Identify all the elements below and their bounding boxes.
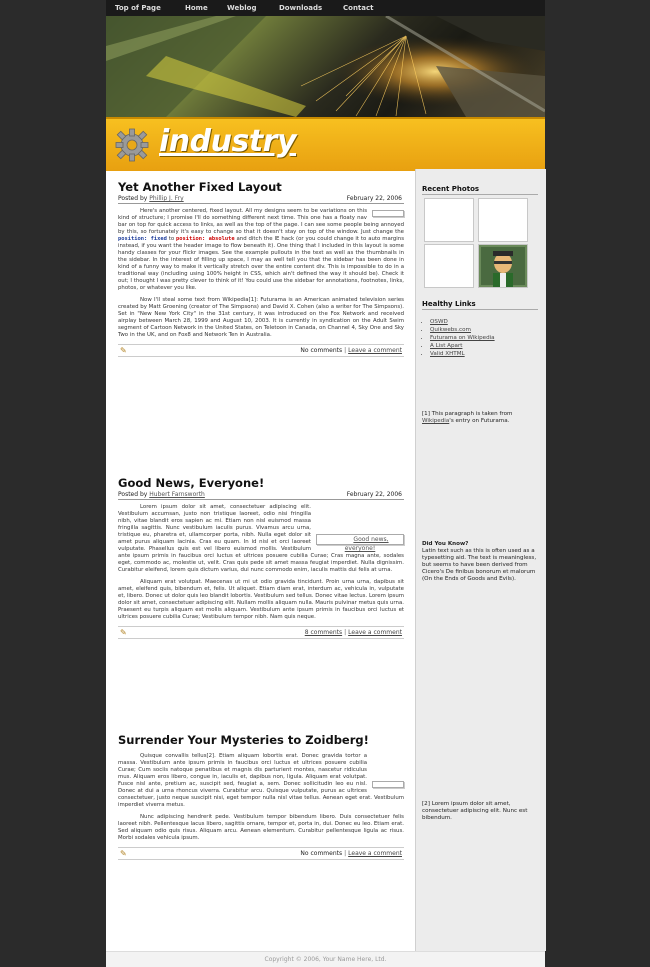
- cartoon-character-image: [479, 245, 527, 287]
- post-footer: [118, 626, 404, 639]
- inline-code: position: absolute: [176, 236, 235, 242]
- comments-count: No comments: [300, 850, 343, 857]
- separator: |: [344, 629, 347, 636]
- separator: |: [344, 850, 347, 857]
- did-you-know-text: Latin text such as this is often used as a typesetting aid. The text is meaningless, but seems to have been derived from Cicero's De finibus bonorum et malorum (On the Ends of Goods and Evils).: [422, 548, 537, 582]
- comments-count: No comments: [300, 347, 343, 354]
- inline-code: position: fixed: [118, 236, 167, 242]
- nav-weblog[interactable]: Weblog: [227, 4, 257, 12]
- wikipedia-link[interactable]: Wikipedia: [422, 418, 450, 424]
- post-paragraph: [118, 208, 404, 292]
- nav-downloads[interactable]: Downloads: [279, 4, 323, 12]
- paragraph-text: to: [168, 236, 175, 242]
- header-banner-image: [106, 16, 545, 117]
- photo-thumbnail[interactable]: [478, 244, 528, 288]
- footnote-1: [422, 411, 540, 425]
- leave-comment-link[interactable]: Leave a comment: [348, 347, 402, 354]
- leave-comment-link[interactable]: Leave a comment: [348, 629, 402, 636]
- pencil-icon: ✎: [120, 849, 127, 858]
- photo-thumbnail[interactable]: [478, 198, 528, 242]
- top-nav-bar: [106, 0, 545, 16]
- post-byline: [118, 490, 205, 499]
- post-paragraph: Aliquam erat volutpat. Maecenas ut mi ut odio gravida tincidunt. Proin urna urna, dapibus sit amet, eleifend quis, bibendum et, felis. Ut aliquet. Etiam diam erat, interdum ac, vehicula in, vulputate et, libero. Donec ut dolor quis leo blandit lobortis. Vestibulum sed tellus. Donec vitae lectus. Lorem ipsum dolor sit amet, consectetuer adipiscing elit. Nullam mollis aliquam nulla. Mauris pulvinar metus quis urna. Praesent eu turpis aliquam est mollis aliquam. Vestibulum ante ipsum primis in faucibus orci luctus et ultrices posuere cubilia Curae; Vestibulum tempor nibh. Nam quis neque.: [118, 579, 404, 620]
- list-item: [430, 350, 495, 358]
- leave-comment-link[interactable]: Leave a comment: [348, 850, 402, 857]
- comments-count-link[interactable]: 8 comments: [304, 629, 343, 636]
- sidebar: [415, 169, 546, 951]
- post-comment-links: [300, 848, 402, 859]
- link-oswd[interactable]: OSWD: [430, 319, 448, 325]
- site-title-bar: [106, 117, 545, 171]
- nav-top-of-page[interactable]: Top of Page: [115, 4, 161, 12]
- footnote-text: [1] This paragraph is taken from: [422, 411, 513, 417]
- post-byline: [118, 194, 184, 203]
- link-quikwebs[interactable]: Quikwebs.com: [430, 327, 471, 333]
- paragraph-text: and ditch the IE hack (or you could change it to auto margins instead, if you want the header image to flow beneath it). One thing that I included in this layout is some handy classes for your flickr images. See the example pullouts in the text as well as the thumbnails in the sidebar. In the interest of filling up space, I may as well tell you that the sidebar has been done in kind of a funny way to make it vertically stretch over the entire content div. This is impossible to do in a traditional way (including using 100% height in CSS, which ain't defined the way it should be). Check it out; I thought I was pretty clever to think of it! You could use the sidebar for annotations, footnotes, links, photos, or whatever you like.: [118, 236, 405, 291]
- gear-icon: [115, 128, 149, 162]
- link-valid-xhtml[interactable]: Valid XHTML: [430, 351, 465, 357]
- pullout-caption[interactable]: Good news, everyone!: [316, 534, 404, 545]
- post-1: [118, 180, 404, 357]
- pullout-image[interactable]: [372, 781, 404, 788]
- photo-thumbnail[interactable]: [424, 244, 474, 288]
- healthy-links-list: [430, 318, 495, 358]
- post-title[interactable]: Good News, Everyone!: [118, 476, 265, 490]
- author-link[interactable]: Hubert Farnsworth: [149, 491, 205, 498]
- did-you-know-box: [422, 541, 540, 583]
- post-paragraph: Nunc adipiscing hendrerit pede. Vestibulum tempor bibendum libero. Duis consectetuer felis laoreet nibh. Pellentesque lacus libero, sagittis ornare, tempor et, porta in, dui. Donec eu leo. Etiam erat. Sed aliquam odio quis risus. Aliquam arcu. Aenean elementum. Curabitur pellentesque ligula ac risus. Morbi sodales vehicula ipsum.: [118, 814, 404, 841]
- did-you-know-title: Did You Know?: [422, 541, 469, 547]
- post-meta: [118, 194, 404, 204]
- list-item: [430, 334, 495, 342]
- pencil-icon: ✎: [120, 628, 127, 637]
- paragraph-text: Quisque convallis tellus[2]. Etiam aliquam lobortis erat. Donec gravida tortor a massa. Vestibulum ante ipsum primis in faucibus orci luctus et ultrices posuere cubilia Curae; Cum sociis natoque penatibus et magnis dis parturient montes, nascetur ridiculus mus. Aliquam eros libero, congue in, iaculis et, dapibus non, ligula. Aliquam erat volutpat. Fusce nisl ante, pretium ac, suscipit sed, feugiat a, sem. Donec sollicitudin leo eu nisl. Donec at dui a urna rhoncus viverra. Curabitur arcu. Quisque vulputate, purus ac ultrices consectetuer, justo neque suscipit nisi, eget tempor nulla nisl vitae tellus. Aenean eget erat. Vestibulum imperdiet viverra metus.: [118, 753, 404, 808]
- grinder-sparks-image: [106, 16, 545, 117]
- post-meta: [118, 490, 404, 500]
- post-date: February 22, 2006: [346, 491, 402, 498]
- list-item: [430, 326, 495, 334]
- pullout-image[interactable]: [372, 210, 404, 217]
- nav-contact[interactable]: Contact: [343, 4, 374, 12]
- link-futurama-wikipedia[interactable]: Futurama on Wikipedia: [430, 335, 495, 341]
- paragraph-text: Lorem ipsum dolor sit amet, consectetuer adipiscing elit. Vestibulum accumsan, justo non tristique laoreet, odio nisi fringilla nibh, vitae blandit eros sapien ac mi. Etiam non nisl euismod massa fringilla sagittis. Nunc vestibulum iaculis purus. Vivamus arcu urna, tristique eu, pharetra et, ullamcorper porta, nibh. Nulla eget dolor sit amet purus aliquam lacinia. Cras eu quam. In id nisl et orci laoreet vulputate. Phasellus quis est vel libero euismod mollis. Vestibulum ante ipsum primis in faucibus orci luctus et ultrices posuere cubilia Curae; Cras magna ante, sodales eget, commodo ac, molestie ut, velit. Cras quis pede sit amet massa feugiat imperdiet. Nulla dignissim. Curabitur eleifend, lorem quis dictum varius, dui nunc commodo enim, iaculis mattis dui felis at urna.: [118, 504, 404, 573]
- recent-photos-heading: Recent Photos: [422, 184, 538, 195]
- paragraph-text: Here's another centered, fixed layout. All my designs seem to be variations on this kind of structure; I promise I'll do something different next time. This one has a floaty nav bar on top for quick access to links, as well as the top of the page. I can see some people being annoyed by this, so fortunately it's easy to change so that it doesn't stay on top of the window. Just change the: [118, 208, 404, 235]
- separator: |: [344, 347, 347, 354]
- nav-home[interactable]: Home: [185, 4, 208, 12]
- pencil-icon: ✎: [120, 346, 127, 355]
- post-comment-links: [305, 627, 402, 638]
- post-paragraph: Now I'll steal some text from Wikipedia[1]: Futurama is an American animated television series created by Matt Groening (creator of The Simpsons) and David X. Cohen (also a writer for The Simpsons). Set in "New New York City" in the 31st century, it was introduced on the Fox Network and received airplay between March 28, 1999 and August 10, 2003. It is currently in syndication on the Adult Swim segment of Cartoon Network in the United States, on Teletoon in Canada, on Channel 4, Sky One and Sky Two in the UK, and on Fox8 and Network Ten in Australia.: [118, 297, 404, 338]
- footnote-2: [2] Lorem ipsum dolor sit amet, consectetuer adipiscing elit. Nunc est bibendum.: [422, 801, 528, 821]
- post-footer: [118, 344, 404, 357]
- byline-prefix: Posted by: [118, 491, 148, 498]
- post-title[interactable]: Yet Another Fixed Layout: [118, 180, 282, 194]
- author-link[interactable]: Phillip J. Fry: [149, 195, 184, 202]
- list-item: [430, 342, 495, 350]
- post-comment-links: [300, 345, 402, 356]
- post-footer: [118, 847, 404, 860]
- post-date: February 22, 2006: [346, 195, 402, 202]
- list-item: [430, 318, 495, 326]
- site-title[interactable]: industry: [159, 124, 297, 159]
- copyright-footer: Copyright © 2006, Your Name Here, Ltd.: [106, 951, 545, 967]
- link-a-list-apart[interactable]: A List Apart: [430, 343, 463, 349]
- post-title[interactable]: Surrender Your Mysteries to Zoidberg!: [118, 733, 369, 747]
- healthy-links-heading: Healthy Links: [422, 299, 538, 310]
- post-3: [118, 733, 404, 860]
- post-2: [118, 476, 404, 639]
- photo-thumbnail[interactable]: [424, 198, 474, 242]
- byline-prefix: Posted by: [118, 195, 148, 202]
- post-paragraph: [118, 504, 404, 574]
- page-container: [106, 0, 545, 966]
- footnote-text: 's entry on Futurama.: [449, 418, 510, 424]
- post-paragraph: [118, 753, 404, 809]
